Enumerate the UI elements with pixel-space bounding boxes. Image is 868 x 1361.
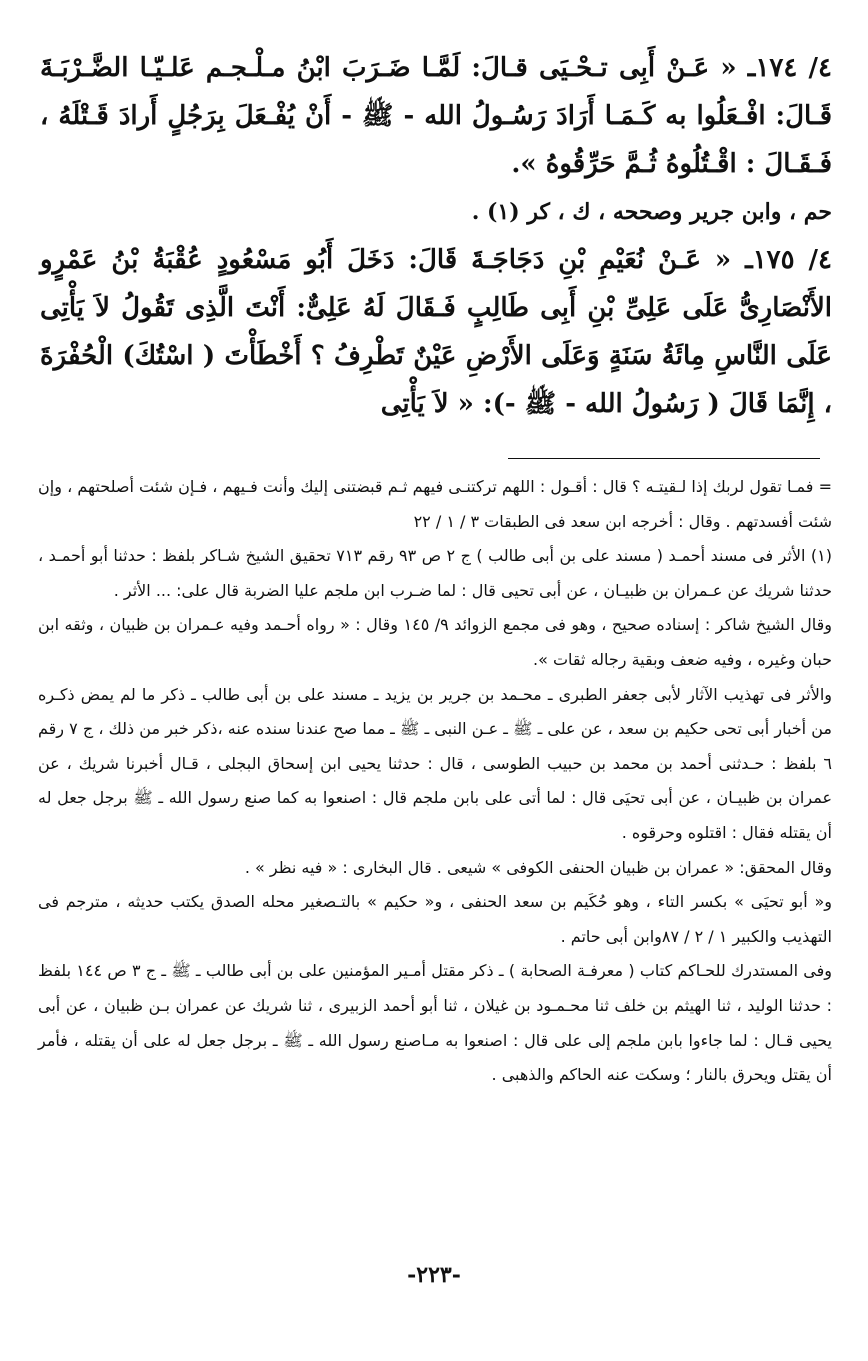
footnote-continuation: = فمـا تقول لربك إذا لـقيتـه ؟ قال : أقـول : اللهم تركتنـى فيهم ثـم قبضتنى إليك وأنت فـيهم ، فـإن شئت أصلحتهم ، وإن شئت أفسدتهم . وقال : أخرجه ابن سعد فى الطبقات ٣ / ١ / ٢٢ (38, 477, 832, 531)
footnote-paragraph: وقال المحقق: « عمران بن ظبيان الحنفى الكوفى » شيعى . قال البخارى : « فيه نظر » . (244, 857, 832, 877)
footnotes (38, 470, 832, 1093)
hadith-174: ٤/ ١٧٤ـ « عَـنْ أَبِى تـحْـيَى قـالَ: لَمَّـا ضَـرَبَ ابْنُ مـلْـجـم عَلـيّـا الضَّـرْبَـةَ قَـالَ: افْـعَلُوا به كَـمَـا أَرَادَ رَسُـولُ الله - ﷺ - أَنْ يُفْـعَلَ بِرَجُلٍ أَرادَ قَـتْلَهُ ، فَـقَـالَ : اقْـتُلُوهُ ثُـمَّ حَرِّقُوهُ ». (40, 53, 832, 179)
hadith-174-source: حم ، وابن جرير وصححه ، ك ، كر (١) . (471, 199, 832, 225)
footnote-paragraph: وقال الشيخ شاكر : إسناده صحيح ، وهو فى مجمع الزوائد ٩/ ١٤٥ وقال : « رواه أحـمد وفيه عـمران بن ظبيان ، وثقه ابن حبان وغيره ، وفيه ضعف وبقية رجاله ثقات ». (38, 615, 833, 669)
page-number: -٢٢٣- (407, 1262, 461, 1288)
footnote-paragraph: و« أبو تحيَى » بكسر التاء ، وهو حُكَيم بن سعد الحنفى ، و« حكيم » بالتـصغير محله الصدق يكتب حديثه ، مترجم فى التهذيب والكبير ١ / ٢ / ٨٧وابن أبى حاتم . (38, 892, 832, 946)
main-text (40, 44, 832, 428)
footnote-paragraph: والأثر فى تهذيب الآثار لأبى جعفر الطبرى ـ محـمد بن جرير بن يزيد ـ مسند على بن أبى طالب ـ ذكر ما لم يمض ذكـره من أخبار أبى تحى حكيم بن سعد ، عن على ـ ﷺ ـ عـن النبى ـ ﷺ ـ مما صح عندنا سنده عنه ،ذكر خبر من ذلك ، ج ٧ رقم ٦ بلفظ : حـدثنى أحمد بن محمد بن حبيب الطوسى ، قال : حدثنا يحيى ابن إسحاق البجلى ، قـال أخبرنا شريك ، عن عمران بن ظبيـان ، عن أبى تحيَى قال : لما أتى على بابن ملجم قال : اصنعوا به كما صنع رسول الله ـ ﷺ برجل جعل له أن يقتله فقال : اقتلوه وحرقوه . (38, 684, 833, 842)
footnote-separator (508, 458, 820, 459)
hadith-175: ٤/ ١٧٥ـ « عَـنْ نُعَيْمِ بْنِ دَجَاجَـةَ قَالَ: دَخَلَ أَبُو مَسْعُودٍ عُقْبَةُ بْنُ عَمْرٍو الأَنْصَارِىُّ عَلَى عَلِىِّ بْنِ أَبِى طَالِبٍ فَـقَالَ لَهُ عَلِىٌّ: أَنْتَ الَّذِى تَقُولُ لاَ يَأْتِى عَلَى النَّاسِ مِائَةُ سَنَةٍ وَعَلَى الأَرْضِ عَيْنٌ تَطْرِفُ ؟ أَخْطَأْتَ ( اسْتُكَ) الْحُفْرَةَ ، إِنَّمَا قَالَ ( رَسُولُ الله - ﷺ -): « لاَ يَأْتِى (40, 245, 832, 419)
footnote-1: (١) الأثر فى مسند أحمـد ( مسند على بن أبى طالب ) ج ٢ ص ٩٣ رقم ٧١٣ تحقيق الشيخ شـاكر بلفظ : حدثنا أبو أحمـد ، حدثنا شريك عن عـمران بن ظبيـان ، عن أبى تحيى قال : لما ضـرب ابن ملجم عليا الضربة قال على: ... الأثر . (38, 546, 832, 600)
footnote-paragraph: وفى المستدرك للحـاكم كتاب ( معرفـة الصحابة ) ـ ذكر مقتل أمـير المؤمنين على بن أبى طالب ـ ﷺ ـ ج ٣ ص ١٤٤ بلفظ : حدثنا الوليد ، ثنا الهيثم بن خلف ثنا محـمـود بن غيلان ، ثنا أبو أحمد الزبيرى ، ثنا شريك عن عمران بـن ظبيان ، عن أبى يحيى قـال : لما جاءوا بابن ملجم إلى على قال : اصنعوا به مـاصنع رسول الله ـ ﷺ ـ برجل جعل له على أن يقتله ، فأمر أن يقتل ويحرق بالنار ؛ وسكت عنه الحاكم والذهبى . (38, 961, 832, 1085)
